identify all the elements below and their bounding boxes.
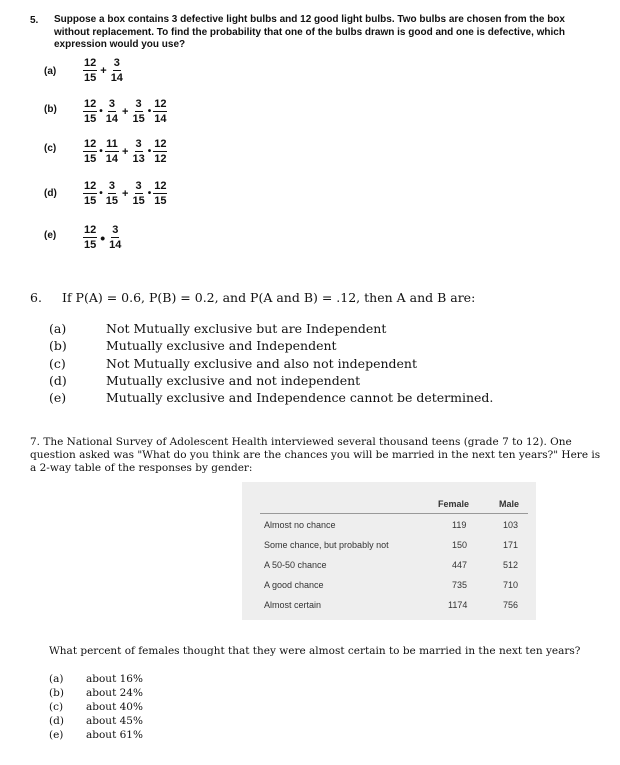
numerator: 12 xyxy=(154,138,167,150)
denominator: 15 xyxy=(132,195,145,207)
plus-sign: + xyxy=(100,64,107,77)
q6-option-b-text: Mutually exclusive and Independent xyxy=(106,338,337,353)
numerator: 12 xyxy=(84,138,97,150)
q5-option-d-expression xyxy=(82,180,168,207)
male-value: 756 xyxy=(503,600,519,610)
female-value: 1174 xyxy=(448,600,468,610)
q7-option-e-text: about 61% xyxy=(86,729,143,741)
q6-option-d-label: (d) xyxy=(49,373,67,388)
q5-option-a-expression xyxy=(82,57,125,84)
responses-table xyxy=(242,482,536,620)
q5-option-a-label: (a) xyxy=(44,66,57,77)
q5-number: 5. xyxy=(30,15,39,26)
male-value: 103 xyxy=(503,520,519,530)
numerator: 12 xyxy=(154,98,167,110)
denominator: 12 xyxy=(154,153,167,165)
numerator: 3 xyxy=(135,98,142,110)
male-value: 710 xyxy=(503,580,519,590)
plus-sign: + xyxy=(122,145,129,158)
denominator: 15 xyxy=(84,239,97,251)
female-value: 150 xyxy=(452,540,468,550)
row-label: Almost certain xyxy=(264,600,322,610)
denominator: 13 xyxy=(132,153,145,165)
q7-option-a-text: about 16% xyxy=(86,673,143,685)
q7-option-d-text: about 45% xyxy=(86,715,143,727)
denominator: 15 xyxy=(105,195,119,207)
fraction xyxy=(152,98,168,125)
denominator: 14 xyxy=(105,113,119,125)
numerator: 12 xyxy=(84,98,97,110)
row-label: Almost no chance xyxy=(264,520,336,530)
fraction xyxy=(152,138,168,165)
fraction xyxy=(109,57,125,84)
fraction xyxy=(82,138,98,165)
plus-sign: + xyxy=(122,187,129,200)
times-dot: • xyxy=(147,145,152,157)
male-value: 512 xyxy=(503,560,519,570)
fraction xyxy=(130,138,146,165)
female-value: 735 xyxy=(452,580,468,590)
numerator: 12 xyxy=(154,180,167,192)
numerator: 3 xyxy=(108,180,115,192)
numerator: 3 xyxy=(112,224,119,236)
q5-option-b-label: (b) xyxy=(44,104,57,115)
denominator: 15 xyxy=(84,153,97,165)
q5-option-e-label: (e) xyxy=(44,230,57,241)
denominator: 15 xyxy=(154,195,167,207)
q5-option-c-label: (c) xyxy=(44,143,57,154)
row-label: A 50-50 chance xyxy=(264,560,327,570)
q6-number: 6. xyxy=(30,290,42,305)
q6-option-b-label: (b) xyxy=(49,338,67,353)
q7-option-b-text: about 24% xyxy=(86,687,143,699)
numerator: 3 xyxy=(135,180,142,192)
denominator: 14 xyxy=(110,72,123,84)
col-header-female: Female xyxy=(438,499,470,509)
times-dot: • xyxy=(147,105,152,117)
q7-option-d-label: (d) xyxy=(49,715,64,727)
numerator: 12 xyxy=(84,57,97,69)
female-value: 119 xyxy=(452,520,467,530)
q7-question: What percent of females thought that they were almost certain to be married in the next ten years? xyxy=(49,645,581,657)
table-divider xyxy=(260,513,528,514)
numerator: 3 xyxy=(108,98,115,110)
fraction xyxy=(152,180,168,207)
q7-option-c-text: about 40% xyxy=(86,701,143,713)
denominator: 14 xyxy=(105,153,119,165)
q6-option-a-label: (a) xyxy=(49,321,67,336)
q6-option-c-label: (c) xyxy=(49,356,66,371)
row-label: Some chance, but probably not xyxy=(264,540,389,550)
times-dot: • xyxy=(100,229,106,246)
q6-option-e-label: (e) xyxy=(49,390,67,405)
q6-option-c-text: Not Mutually exclusive and also not independent xyxy=(106,356,417,371)
q7-option-e-label: (e) xyxy=(49,729,64,741)
fraction xyxy=(130,180,146,207)
numerator: 3 xyxy=(135,138,142,150)
q5-prompt: Suppose a box contains 3 defective light bulbs and 12 good light bulbs. Two bulbs are chosen from the box without replacement. To find the probability that one of the bulbs drawn is good and one is defective, which expression would you use? xyxy=(54,14,565,50)
col-header-male: Male xyxy=(499,499,520,509)
fraction xyxy=(82,180,98,207)
fraction xyxy=(104,180,120,207)
fraction xyxy=(82,224,98,251)
numerator: 3 xyxy=(113,57,120,69)
numerator: 12 xyxy=(84,224,97,236)
fraction xyxy=(107,224,123,251)
denominator: 15 xyxy=(84,72,97,84)
fraction xyxy=(82,57,98,84)
female-value: 447 xyxy=(452,560,468,570)
q5-option-d-label: (d) xyxy=(44,188,57,199)
plus-sign: + xyxy=(122,105,129,118)
times-dot: • xyxy=(99,105,103,117)
times-dot: • xyxy=(99,145,103,157)
denominator: 14 xyxy=(109,239,122,251)
q6-option-e-text: Mutually exclusive and Independence cannot be determined. xyxy=(106,390,494,405)
q7-option-c-label: (c) xyxy=(49,701,64,713)
male-value: 171 xyxy=(503,540,519,550)
q7-option-a-label: (a) xyxy=(49,673,64,685)
times-dot: • xyxy=(99,187,103,199)
q5-option-e-expression xyxy=(82,224,123,251)
denominator: 14 xyxy=(154,113,167,125)
denominator: 15 xyxy=(84,195,97,207)
fraction xyxy=(130,98,146,125)
q7-intro: 7. The National Survey of Adolescent Health interviewed several thousand teens (grade 7 to 12). One question asked was "What do you think are the chances you will be married in the next ten years?" Here is a 2-way table of the responses by gender: xyxy=(30,436,601,474)
fraction xyxy=(104,138,120,165)
times-dot: • xyxy=(147,187,152,199)
q5-option-b-expression xyxy=(82,98,168,125)
q6-option-d-text: Mutually exclusive and not independent xyxy=(106,373,361,388)
row-label: A good chance xyxy=(264,580,324,590)
q6-prompt: If P(A) = 0.6, P(B) = 0.2, and P(A and B) = .12, then A and B are: xyxy=(62,290,476,305)
denominator: 15 xyxy=(132,113,145,125)
numerator: 12 xyxy=(84,180,97,192)
fraction xyxy=(104,98,120,125)
numerator: 11 xyxy=(106,138,118,150)
fraction xyxy=(82,98,98,125)
q7-option-b-label: (b) xyxy=(49,687,64,699)
denominator: 15 xyxy=(84,113,97,125)
q6-option-a-text: Not Mutually exclusive but are Independent xyxy=(106,321,387,336)
q5-option-c-expression xyxy=(82,138,168,165)
